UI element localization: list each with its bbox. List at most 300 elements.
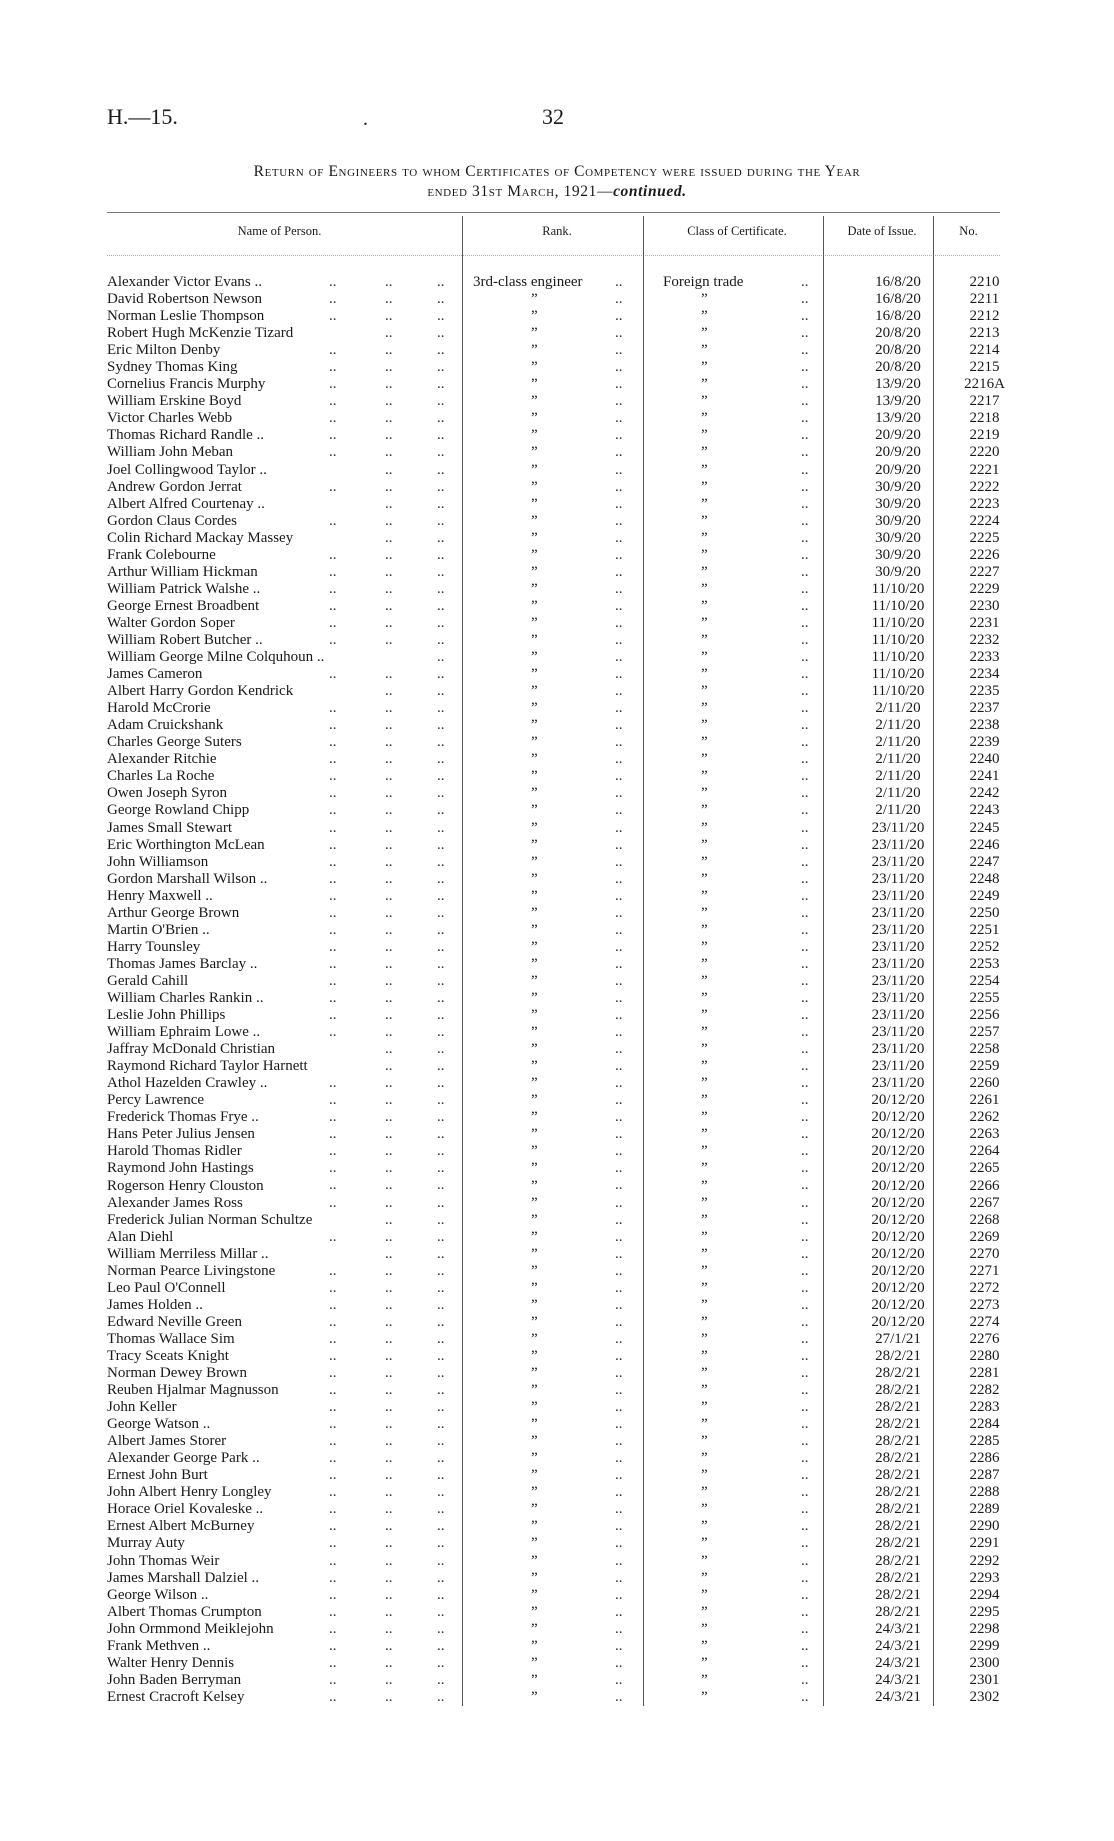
leader-dots: .. [437,1569,445,1586]
leader-dots: .. [615,461,623,478]
leader-dots: .. [615,1109,623,1126]
leader-dots: .. [329,1160,337,1177]
leader-dots: .. [437,1143,445,1160]
certificate-class [653,717,843,734]
leader-dots: .. [615,1637,623,1654]
rank [467,1535,653,1552]
certificate-number: 2222 [969,478,1000,495]
leader-dots: .. [385,1058,393,1075]
rank-text: ” [531,649,538,666]
leader-dots: .. [329,308,337,325]
leader-dots: .. [615,1211,623,1228]
person-name [107,837,467,854]
certificate-number: 2239 [969,734,1000,751]
leader-dots: .. [801,1654,809,1671]
rank-text: ” [531,1501,538,1518]
table-row [107,1655,1016,1672]
person-name [107,649,467,666]
certificate-number: 2213 [969,325,1000,342]
date-of-issue: 23/11/20 [871,1075,925,1092]
leader-dots: .. [385,1569,393,1586]
date-of-issue: 20/9/20 [875,444,921,461]
leader-dots: .. [329,1620,337,1637]
leader-dots: .. [437,410,445,427]
leader-dots: .. [615,955,623,972]
certificate-class-text: ” [701,853,708,870]
rank-text: ” [531,580,538,597]
person-name [107,479,467,496]
leader-dots: .. [385,1654,393,1671]
leader-dots: .. [329,597,337,614]
certificate-class [653,734,843,751]
certificates-table-body [107,274,1016,1706]
certificate-class [653,1689,843,1706]
leader-dots: .. [437,461,445,478]
person-name-text: Albert Alfred Courtenay .. [107,495,265,512]
table-row [107,1587,1016,1604]
rank [467,513,653,530]
leader-dots: .. [437,1416,445,1433]
leader-dots: .. [615,1160,623,1177]
leader-dots: .. [385,1671,393,1688]
certificate-class [653,1280,843,1297]
date-of-issue: 30/9/20 [875,512,921,529]
certificate-class [653,1535,843,1552]
certificate-class-text: ” [701,393,708,410]
leader-dots: .. [615,1586,623,1603]
leader-dots: .. [437,717,445,734]
leader-dots: .. [801,734,809,751]
rank-text: ” [531,308,538,325]
rank-text: ” [531,1535,538,1552]
leader-dots: .. [615,478,623,495]
certificate-number: 2272 [969,1279,1000,1296]
leader-dots: .. [385,1262,393,1279]
leader-dots: .. [329,751,337,768]
column-header-date: Date of Issue. [847,224,917,238]
date-of-issue: 23/11/20 [871,904,925,921]
person-name [107,1604,467,1621]
certificate-class [653,1092,843,1109]
person-name [107,462,467,479]
rank [467,820,653,837]
table-row [107,291,1016,308]
certificate-class [653,820,843,837]
leader-dots: .. [801,1092,809,1109]
date-of-issue: 20/8/20 [875,342,921,359]
certificate-class-text: ” [701,1211,708,1228]
table-row [107,1570,1016,1587]
leader-dots: .. [385,1688,393,1705]
certificate-class [653,274,843,291]
leader-dots: .. [437,989,445,1006]
leader-dots: .. [801,359,809,376]
person-name [107,751,467,768]
leader-dots: .. [385,1211,393,1228]
table-row [107,1041,1016,1058]
leader-dots: .. [329,836,337,853]
rank-text: ” [531,1518,538,1535]
date-of-issue: 20/12/20 [871,1313,925,1330]
leader-dots: .. [385,734,393,751]
table-row [107,820,1016,837]
table-row [107,802,1016,819]
leader-dots: .. [385,478,393,495]
certificate-class-text: ” [701,597,708,614]
certificate-class [653,837,843,854]
rank [467,1672,653,1689]
leader-dots: .. [615,563,623,580]
certificate-class [653,393,843,410]
leader-dots: .. [437,427,445,444]
leader-dots: .. [329,1194,337,1211]
leader-dots: .. [437,955,445,972]
date-of-issue: 11/10/20 [871,649,925,666]
leader-dots: .. [801,853,809,870]
certificate-number: 2240 [969,751,1000,768]
person-name-text: James Small Stewart [107,819,232,836]
leader-dots: .. [615,597,623,614]
rank-text: ” [531,1313,538,1330]
leader-dots: .. [801,768,809,785]
leader-dots: .. [437,478,445,495]
leader-dots: .. [615,274,623,290]
rank [467,410,653,427]
person-name [107,547,467,564]
certificate-number: 2229 [969,580,1000,597]
leader-dots: .. [329,1262,337,1279]
leader-dots: .. [385,1075,393,1092]
table-row [107,1160,1016,1177]
person-name-text: George Rowland Chipp [107,802,250,819]
table-row [107,1177,1016,1194]
title-line-2-text: ended 31st March, 1921— [427,183,614,200]
rank [467,1195,653,1212]
person-name [107,1570,467,1587]
leader-dots: .. [329,410,337,427]
leader-dots: .. [801,427,809,444]
table-row [107,342,1016,359]
leader-dots: .. [615,853,623,870]
date-of-issue: 28/2/21 [875,1569,921,1586]
rank [467,1007,653,1024]
leader-dots: .. [437,1535,445,1552]
table-row [107,1075,1016,1092]
leader-dots: .. [801,1211,809,1228]
person-name [107,530,467,547]
leader-dots: .. [615,1467,623,1484]
rank-text: ” [531,325,538,342]
certificate-class [653,1143,843,1160]
person-name [107,325,467,342]
person-name [107,1007,467,1024]
date-of-issue: 23/11/20 [871,1041,925,1058]
table-row [107,1365,1016,1382]
leader-dots: .. [329,1382,337,1399]
table-row [107,1399,1016,1416]
rank [467,530,653,547]
leader-dots: .. [385,853,393,870]
rank-text: ” [531,1484,538,1501]
person-name-text: Charles George Suters [107,734,242,751]
person-name [107,1075,467,1092]
leader-dots: .. [615,870,623,887]
rank-text: ” [531,785,538,802]
leader-dots: .. [385,819,393,836]
certificate-number: 2258 [969,1041,1000,1058]
leader-dots: .. [615,495,623,512]
date-of-issue: 28/2/21 [875,1603,921,1620]
leader-dots: .. [385,631,393,648]
person-name [107,1467,467,1484]
leader-dots: .. [437,1024,445,1041]
leader-dots: .. [329,1007,337,1024]
rank-text: ” [531,1177,538,1194]
rank-text: ” [531,938,538,955]
leader-dots: .. [615,1126,623,1143]
certificate-class [653,1229,843,1246]
leader-dots: .. [437,1637,445,1654]
leader-dots: .. [329,1586,337,1603]
leader-dots: .. [615,1365,623,1381]
certificate-class [653,666,843,683]
person-name [107,1126,467,1143]
person-name-text: Arthur George Brown [107,904,240,921]
leader-dots: .. [385,1160,393,1177]
leader-dots: .. [329,1603,337,1620]
person-name [107,1109,467,1126]
table-row [107,1212,1016,1229]
leader-dots: .. [801,870,809,887]
leader-dots: .. [437,1365,445,1381]
certificate-class-text: ” [701,1484,708,1501]
certificate-class-text: ” [701,427,708,444]
leader-dots: .. [437,734,445,751]
rank-text: ” [531,1330,538,1347]
leader-dots: .. [437,1467,445,1484]
person-name-text: Harold McCrorie [107,700,211,717]
certificate-number: 2214 [969,342,1000,359]
leader-dots: .. [801,904,809,921]
rank-text: ” [531,359,538,376]
leader-dots: .. [615,1552,623,1569]
rank [467,1212,653,1229]
certificate-class-text: ” [701,955,708,972]
leader-dots: .. [385,683,393,700]
certificate-class [653,547,843,564]
table-row [107,1553,1016,1570]
person-name [107,1195,467,1212]
rank-text: ” [531,1092,538,1109]
leader-dots: .. [615,683,623,700]
rank [467,1058,653,1075]
certificate-class-text: ” [701,1194,708,1211]
person-name-text: Frederick Julian Norman Schultze [107,1211,313,1228]
person-name-text: Albert James Storer [107,1433,227,1450]
rank-text: ” [531,1075,538,1092]
certificate-class-text: ” [701,1007,708,1024]
rank [467,1314,653,1331]
table-row [107,1484,1016,1501]
rank-text: ” [531,904,538,921]
person-name-text: Thomas Wallace Sim [107,1330,235,1347]
leader-dots: .. [437,444,445,461]
certificate-number: 2231 [969,614,1000,631]
table-row [107,444,1016,461]
header-dot: . [363,108,368,130]
leader-dots: .. [437,274,445,290]
certificate-class-text: ” [701,1552,708,1569]
date-of-issue: 20/12/20 [871,1279,925,1296]
certificate-number: 2223 [969,495,1000,512]
rank [467,1229,653,1246]
leader-dots: .. [437,1160,445,1177]
column-header-rank: Rank. [542,224,572,238]
leader-dots: .. [801,955,809,972]
leader-dots: .. [385,1024,393,1041]
leader-dots: .. [615,512,623,529]
person-name-text: Athol Hazelden Crawley .. [107,1075,268,1092]
certificate-class-text: ” [701,1501,708,1518]
leader-dots: .. [437,1092,445,1109]
date-of-issue: 28/2/21 [875,1552,921,1569]
table-row [107,888,1016,905]
leader-dots: .. [329,802,337,819]
certificate-class [653,751,843,768]
rank [467,837,653,854]
leader-dots: .. [615,1654,623,1671]
rank-text: ” [531,632,538,648]
leader-dots: .. [385,495,393,512]
rank-text: ” [531,1382,538,1399]
leader-dots: .. [801,1279,809,1296]
leader-dots: .. [437,1058,445,1075]
leader-dots: .. [329,478,337,495]
leader-dots: .. [385,1194,393,1211]
certificate-class-text: ” [701,1262,708,1279]
person-name-text: Alexander Victor Evans .. [107,274,263,291]
certificate-class-text: ” [701,921,708,938]
rank [467,496,653,513]
leader-dots: .. [329,1416,337,1433]
rank [467,1348,653,1365]
leader-dots: .. [385,1296,393,1313]
leader-dots: .. [329,444,337,461]
date-of-issue: 23/11/20 [871,1007,925,1024]
rank-text: ” [531,1143,538,1160]
certificate-number: 2276 [969,1330,1000,1347]
date-of-issue: 28/2/21 [875,1586,921,1603]
certificate-class-text: ” [701,325,708,342]
date-of-issue: 24/3/21 [875,1688,921,1705]
leader-dots: .. [385,563,393,580]
certificate-class [653,700,843,717]
certificate-class-text: ” [701,461,708,478]
leader-dots: .. [801,1433,809,1450]
leader-dots: .. [329,580,337,597]
certificate-number: 2261 [969,1092,1000,1109]
certificate-class-text: ” [701,1279,708,1296]
person-name-text: Frank Colebourne [107,546,216,563]
date-of-issue: 20/12/20 [871,1092,925,1109]
leader-dots: .. [329,989,337,1006]
leader-dots: .. [329,1518,337,1535]
certificate-number: 2237 [969,700,1000,717]
rank [467,1433,653,1450]
certificate-number: 2226 [969,546,1000,563]
person-name [107,1672,467,1689]
person-name-text: Norman Dewey Brown [107,1365,247,1382]
leader-dots: .. [329,1177,337,1194]
leader-dots: .. [329,1143,337,1160]
person-name-text: Henry Maxwell .. [107,887,213,904]
leader-dots: .. [437,921,445,938]
leader-dots: .. [437,1245,445,1262]
leader-dots: .. [329,614,337,631]
certificate-class-text: ” [701,495,708,512]
leader-dots: .. [385,1228,393,1245]
leader-dots: .. [801,1177,809,1194]
certificate-class-text: ” [701,751,708,768]
certificate-class-text: ” [701,785,708,802]
leader-dots: .. [615,819,623,836]
date-of-issue: 28/2/21 [875,1433,921,1450]
date-of-issue: 23/11/20 [871,819,925,836]
date-of-issue: 30/9/20 [875,529,921,546]
leader-dots: .. [385,359,393,376]
date-of-issue: 20/9/20 [875,427,921,444]
rank [467,291,653,308]
leader-dots: .. [437,1603,445,1620]
certificate-class-text: ” [701,291,708,308]
leader-dots: .. [329,376,337,393]
leader-dots: .. [801,308,809,325]
certificate-class [653,1553,843,1570]
certificate-number: 2299 [969,1637,1000,1654]
leader-dots: .. [801,444,809,461]
certificate-class [653,1399,843,1416]
certificate-class-text: ” [701,972,708,989]
leader-dots: .. [801,819,809,836]
person-name [107,376,467,393]
rank [467,1484,653,1501]
leader-dots: .. [437,342,445,359]
leader-dots: .. [385,938,393,955]
certificate-number: 2221 [969,461,1000,478]
rank [467,1024,653,1041]
date-of-issue: 28/2/21 [875,1518,921,1535]
person-name-text: Gordon Marshall Wilson .. [107,870,268,887]
rank-text: ” [531,1399,538,1416]
certificate-number: 2224 [969,512,1000,529]
person-name-text: James Holden .. [107,1296,203,1313]
certificate-number: 2218 [969,410,1000,427]
leader-dots: .. [437,785,445,802]
leader-dots: .. [437,512,445,529]
rank-text: ” [531,410,538,427]
leader-dots: .. [801,461,809,478]
person-name [107,1535,467,1552]
certificate-class [653,1433,843,1450]
person-name-text: William Erskine Boyd [107,393,242,410]
leader-dots: .. [385,1330,393,1347]
person-name-text: William George Milne Colquhoun .. [107,649,325,666]
rank-text: ” [531,1126,538,1143]
table-row [107,1621,1016,1638]
person-name [107,513,467,530]
person-name [107,615,467,632]
table-row [107,717,1016,734]
